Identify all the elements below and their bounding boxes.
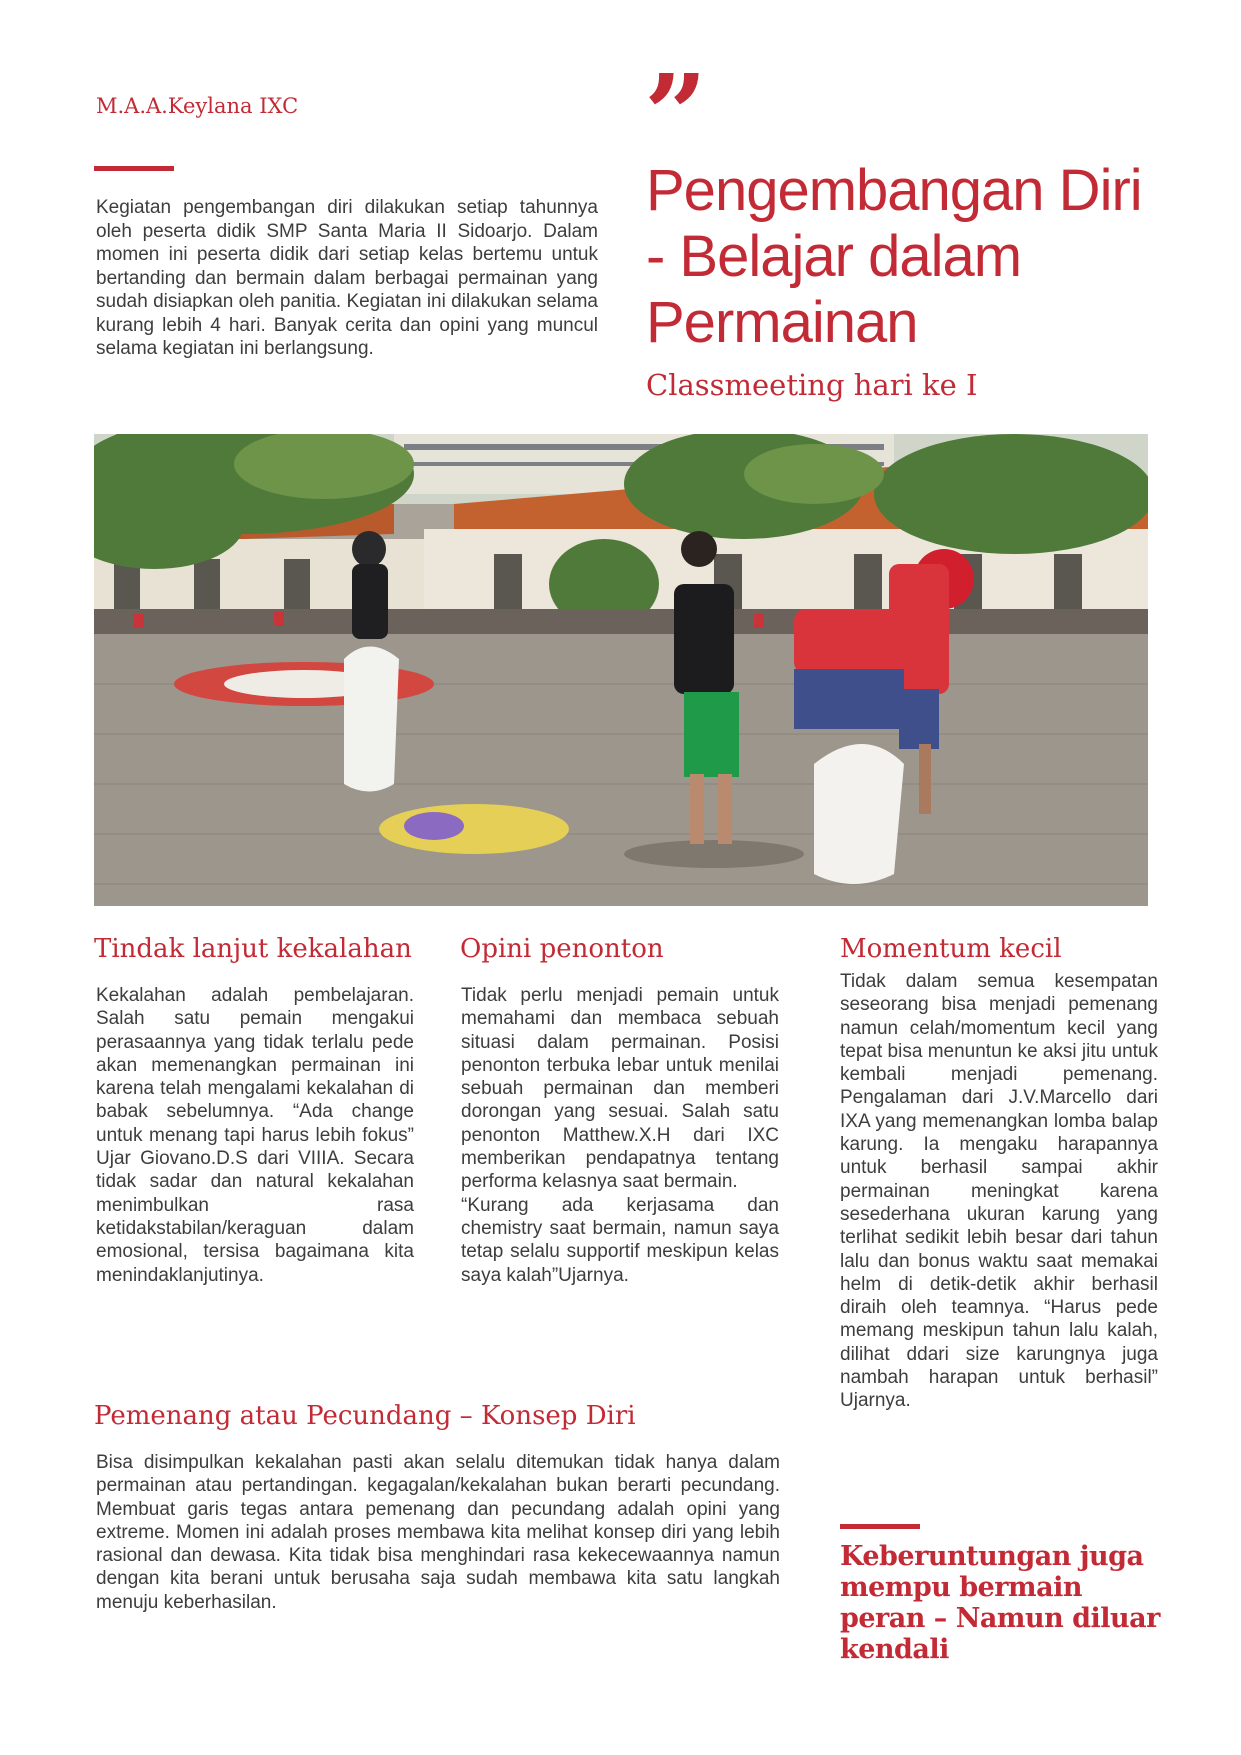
heading-konsep-diri: Pemenang atau Pecundang – Konsep Diri xyxy=(94,1401,636,1431)
heading-opini-penonton: Opini penonton xyxy=(460,934,664,964)
paragraph-konsep-diri: Bisa disimpulkan kekalahan pasti akan selalu ditemukan tidak hanya dalam permainan atau pertandingan. kegagalan/kekalahan bukan berarti pecundang. Membuat garis tegas antara pemenang dan pecundang adalah opini yang extreme. Momen ini adalah proses membawa kita melihat konsep diri yang lebih rasional dan dewasa. Kita tidak bisa menghindari rasa kekecewaannya namun dengan kita berani untuk berusaha saja sudah membawa kita satu langkah menuju keberhasilan. xyxy=(96,1452,780,1613)
paragraph-tindak-lanjut: Kekalahan adalah pembelajaran. Salah satu pemain mengakui perasaannya yang tidak terlalu pede akan memenangkan permainan ini karena telah mengalami kekalahan di babak sebelumnya. “Ada change untuk menang tapi harus lebih fokus” Ujar Giovano.D.S dari VIIIA. Secara tidak sadar dan natural kekalahan menimbulkan rasa ketidakstabilan/keraguan dalam emosional, tersisa bagaimana kita menindaklanjutinya. xyxy=(96,985,414,1286)
body-opini-penonton xyxy=(461,984,779,1287)
intro-paragraph: Kegiatan pengembangan diri dilakukan setiap tahunnya oleh peserta didik SMP Santa Maria II Sidoarjo. Dalam momen ini peserta didik dari setiap kelas bertemu untuk bertanding dan bermain dalam berbagai permainan yang sudah disiapkan oleh panitia. Kegiatan ini dilakukan selama kurang lebih 4 hari. Banyak cerita dan opini yang muncul selama kegiatan ini berlangsung. xyxy=(96,197,598,359)
closing-heading: Keberuntungan juga mempu bermain peran – Namun diluar kendali xyxy=(840,1541,1160,1665)
heading-momentum-kecil: Momentum kecil xyxy=(840,934,1062,964)
author-byline: M.A.A.Keylana IXC xyxy=(96,94,299,118)
author-underline xyxy=(94,166,174,171)
body-momentum-kecil xyxy=(840,970,1158,1413)
article-subtitle: Classmeeting hari ke I xyxy=(646,368,978,402)
article-title: Pengembangan Diri - Belajar dalam Permainan xyxy=(646,158,1142,355)
quote-opini-penonton: “Kurang ada kerjasama dan chemistry saat bermain, namun saya tetap selalu supportif meskipun kelas saya kalah”Ujarnya. xyxy=(461,1194,779,1286)
quote-mark-icon: ” xyxy=(644,50,708,179)
article-photo xyxy=(94,434,1148,906)
heading-tindak-lanjut: Tindak lanjut kekalahan xyxy=(94,934,412,964)
body-tindak-lanjut xyxy=(96,984,414,1287)
paragraph-momentum-kecil: Tidak dalam semua kesempatan seseorang bisa menjadi pemenang namun celah/momentum kecil yang tepat bisa menuntun ke aksi jitu untuk kembali menjadi pemenang. Pengalaman dari J.V.Marcello dari IXA yang memenangkan lomba balap karung. Ia mengaku harapannya untuk berhasil sampai akhir permainan meningkat karena sesederhana ukuran karung yang terlihat sedikit lebih besar dari tahun lalu dan bonus waktu saat memakai helm di detik-detik akhir berhasil diraih oleh teamnya. “Harus pede memang meskipun tahun lalu kalah, dilihat ddari size karungnya juga nambah harapan untuk berhasil” Ujarnya. xyxy=(840,971,1158,1412)
closing-rule xyxy=(840,1524,920,1529)
photo-illustration xyxy=(94,434,1148,906)
paragraph-opini-penonton: Tidak perlu menjadi pemain untuk memahami dan membaca sebuah situasi dalam permainan. Posisi penonton terbuka lebar untuk menilai sebuah permainan dan memberi dorongan yang sesuai. Salah satu penonton Matthew.X.H dari IXC memberikan pendapatnya tentang performa kelasnya saat bermain. xyxy=(461,985,779,1193)
body-konsep-diri xyxy=(96,1451,780,1614)
